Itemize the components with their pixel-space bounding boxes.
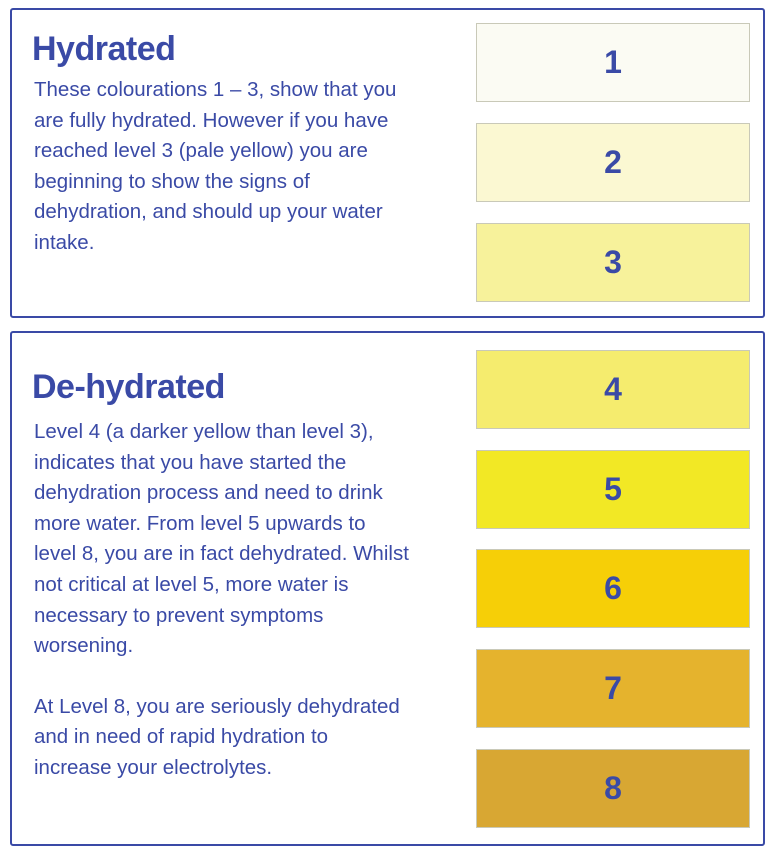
level-swatch-6: 6 bbox=[476, 549, 750, 628]
text-line: more water. From level 5 upwards to bbox=[34, 511, 366, 535]
text-line: intake. bbox=[34, 230, 95, 254]
text-line: reached level 3 (pale yellow) you are bbox=[34, 139, 368, 163]
text-line: dehydration, and should up your water bbox=[34, 200, 383, 224]
dehydrated-panel bbox=[10, 331, 765, 846]
hydrated-description bbox=[34, 75, 429, 259]
text-line: necessary to prevent symptoms bbox=[34, 603, 324, 627]
level-swatch-5: 5 bbox=[476, 450, 750, 529]
level-swatch-2: 2 bbox=[476, 123, 750, 202]
text-line: worsening. bbox=[34, 634, 134, 658]
dehydrated-description bbox=[34, 417, 429, 784]
level-swatch-7: 7 bbox=[476, 649, 750, 728]
dehydrated-title: De-hydrated bbox=[32, 368, 225, 406]
text-line: These colourations 1 – 3, show that you bbox=[34, 78, 397, 101]
text-line: level 8, you are in fact dehydrated. Whilst bbox=[34, 542, 409, 566]
dehydrated-paragraph-1 bbox=[34, 417, 429, 662]
level-swatch-4: 4 bbox=[476, 350, 750, 429]
text-line: and in need of rapid hydration to bbox=[34, 725, 329, 749]
dehydrated-paragraph-2 bbox=[34, 692, 429, 784]
level-swatch-8: 8 bbox=[476, 749, 750, 828]
level-swatch-1: 1 bbox=[476, 23, 750, 102]
text-line: increase your electrolytes. bbox=[34, 755, 273, 779]
text-line: beginning to show the signs of bbox=[34, 169, 310, 193]
hydrated-panel bbox=[10, 8, 765, 318]
text-line: not critical at level 5, more water is bbox=[34, 572, 349, 596]
text-line: At Level 8, you are seriously dehydrated bbox=[34, 694, 400, 718]
text-line: are fully hydrated. However if you have bbox=[34, 108, 389, 132]
text-line: indicates that you have started the bbox=[34, 450, 347, 474]
text-line: Level 4 (a darker yellow than level 3), bbox=[34, 420, 374, 443]
level-swatch-3: 3 bbox=[476, 223, 750, 302]
hydrated-title: Hydrated bbox=[32, 30, 176, 68]
text-line: dehydration process and need to drink bbox=[34, 481, 383, 505]
